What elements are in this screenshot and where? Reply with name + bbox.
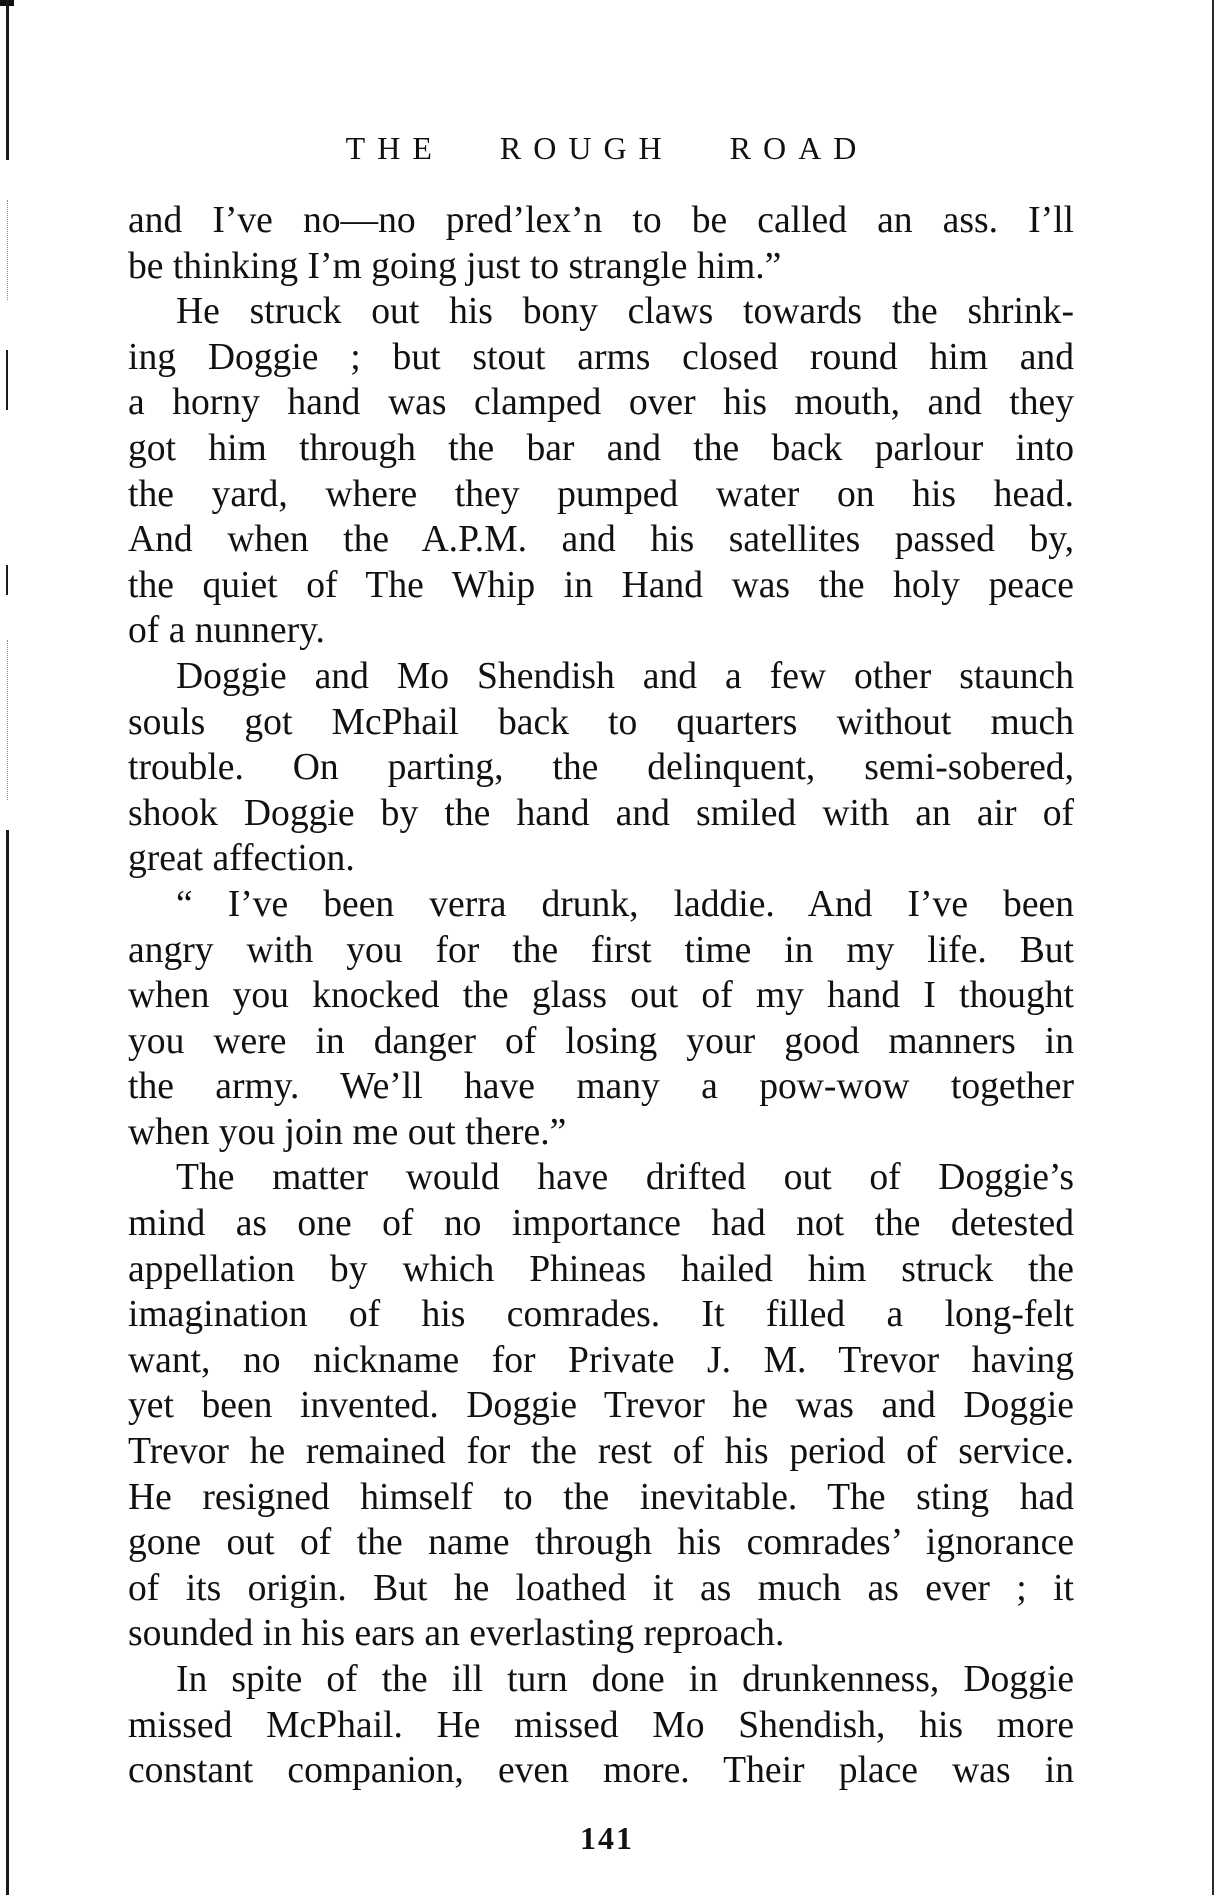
page-number: 141	[580, 1820, 634, 1856]
text-line: “ I’ve been verra drunk, laddie. And I’ve been	[176, 883, 1074, 925]
text-line: got him through the bar and the back parlour into	[128, 427, 1074, 469]
text-line: the army. We’ll have many a pow-wow together	[128, 1066, 1074, 1108]
text-line: missed McPhail. He missed Mo Shendish, his more	[128, 1704, 1074, 1746]
text-line: when you knocked the glass out of my hand I thought	[128, 975, 1074, 1017]
text-line: want, no nickname for Private J. M. Trevor having	[128, 1339, 1074, 1381]
text-line: sounded in his ears an everlasting reproach.	[128, 1613, 785, 1655]
text-line: In spite of the ill turn done in drunkenness, Doggie	[176, 1659, 1074, 1700]
text-line: the yard, where they pumped water on his head.	[128, 473, 1074, 515]
binding-edge-mark	[7, 200, 9, 300]
text-line: great affection.	[128, 838, 355, 880]
text-line: you were in danger of losing your good manners in	[128, 1020, 1074, 1062]
text-line: He struck out his bony claws towards the shrink-	[176, 291, 1074, 333]
running-head-word: THE	[345, 130, 444, 166]
text-line: He resigned himself to the inevitable. The sting had	[128, 1476, 1074, 1518]
text-line: the quiet of The Whip in Hand was the holy peace	[128, 564, 1074, 606]
binding-edge-mark	[6, 350, 8, 410]
running-head-word: ROUGH	[499, 130, 674, 166]
text-line: imagination of his comrades. It filled a long-felt	[128, 1294, 1074, 1336]
text-line: of a nunnery.	[128, 610, 325, 652]
text-line: ing Doggie ; but stout arms closed round him and	[128, 336, 1074, 378]
binding-edge-mark	[6, 830, 9, 1895]
text-line: trouble. On parting, the delinquent, semi-sobered,	[128, 747, 1074, 789]
binding-edge-mark	[7, 640, 9, 800]
text-line: appellation by which Phineas hailed him struck the	[128, 1248, 1074, 1290]
text-line: a horny hand was clamped over his mouth, and they	[128, 382, 1074, 424]
text-line: be thinking I’m going just to strangle him.”	[128, 245, 782, 287]
body-text	[128, 198, 1074, 1794]
text-line: angry with you for the first time in my life. But	[128, 929, 1074, 971]
text-line: And when the A.P.M. and his satellites passed by,	[128, 519, 1074, 561]
text-line: Doggie and Mo Shendish and a few other staunch	[176, 655, 1074, 697]
text-line: Trevor he remained for the rest of his period of service.	[128, 1431, 1074, 1473]
text-line: constant companion, even more. Their place was in	[128, 1750, 1074, 1792]
text-line: when you join me out there.”	[128, 1111, 567, 1153]
text-line: yet been invented. Doggie Trevor he was and Doggie	[128, 1385, 1074, 1427]
text-line: gone out of the name through his comrades’ ignorance	[128, 1522, 1074, 1564]
text-line: The matter would have drifted out of Doggie’s	[176, 1157, 1074, 1199]
running-head	[0, 128, 1214, 168]
text-line: shook Doggie by the hand and smiled with an air of	[128, 792, 1074, 834]
text-line: and I’ve no—no pred’lex’n to be called an ass. I’ll	[128, 200, 1074, 241]
running-head-word: ROAD	[729, 130, 869, 166]
text-line: of its origin. But he loathed it as much as ever ; it	[128, 1567, 1074, 1609]
text-line: mind as one of no importance had not the detested	[128, 1203, 1074, 1245]
binding-edge-mark	[6, 565, 8, 595]
text-line: souls got McPhail back to quarters without much	[128, 701, 1074, 743]
binding-shadow	[0, 0, 14, 1895]
